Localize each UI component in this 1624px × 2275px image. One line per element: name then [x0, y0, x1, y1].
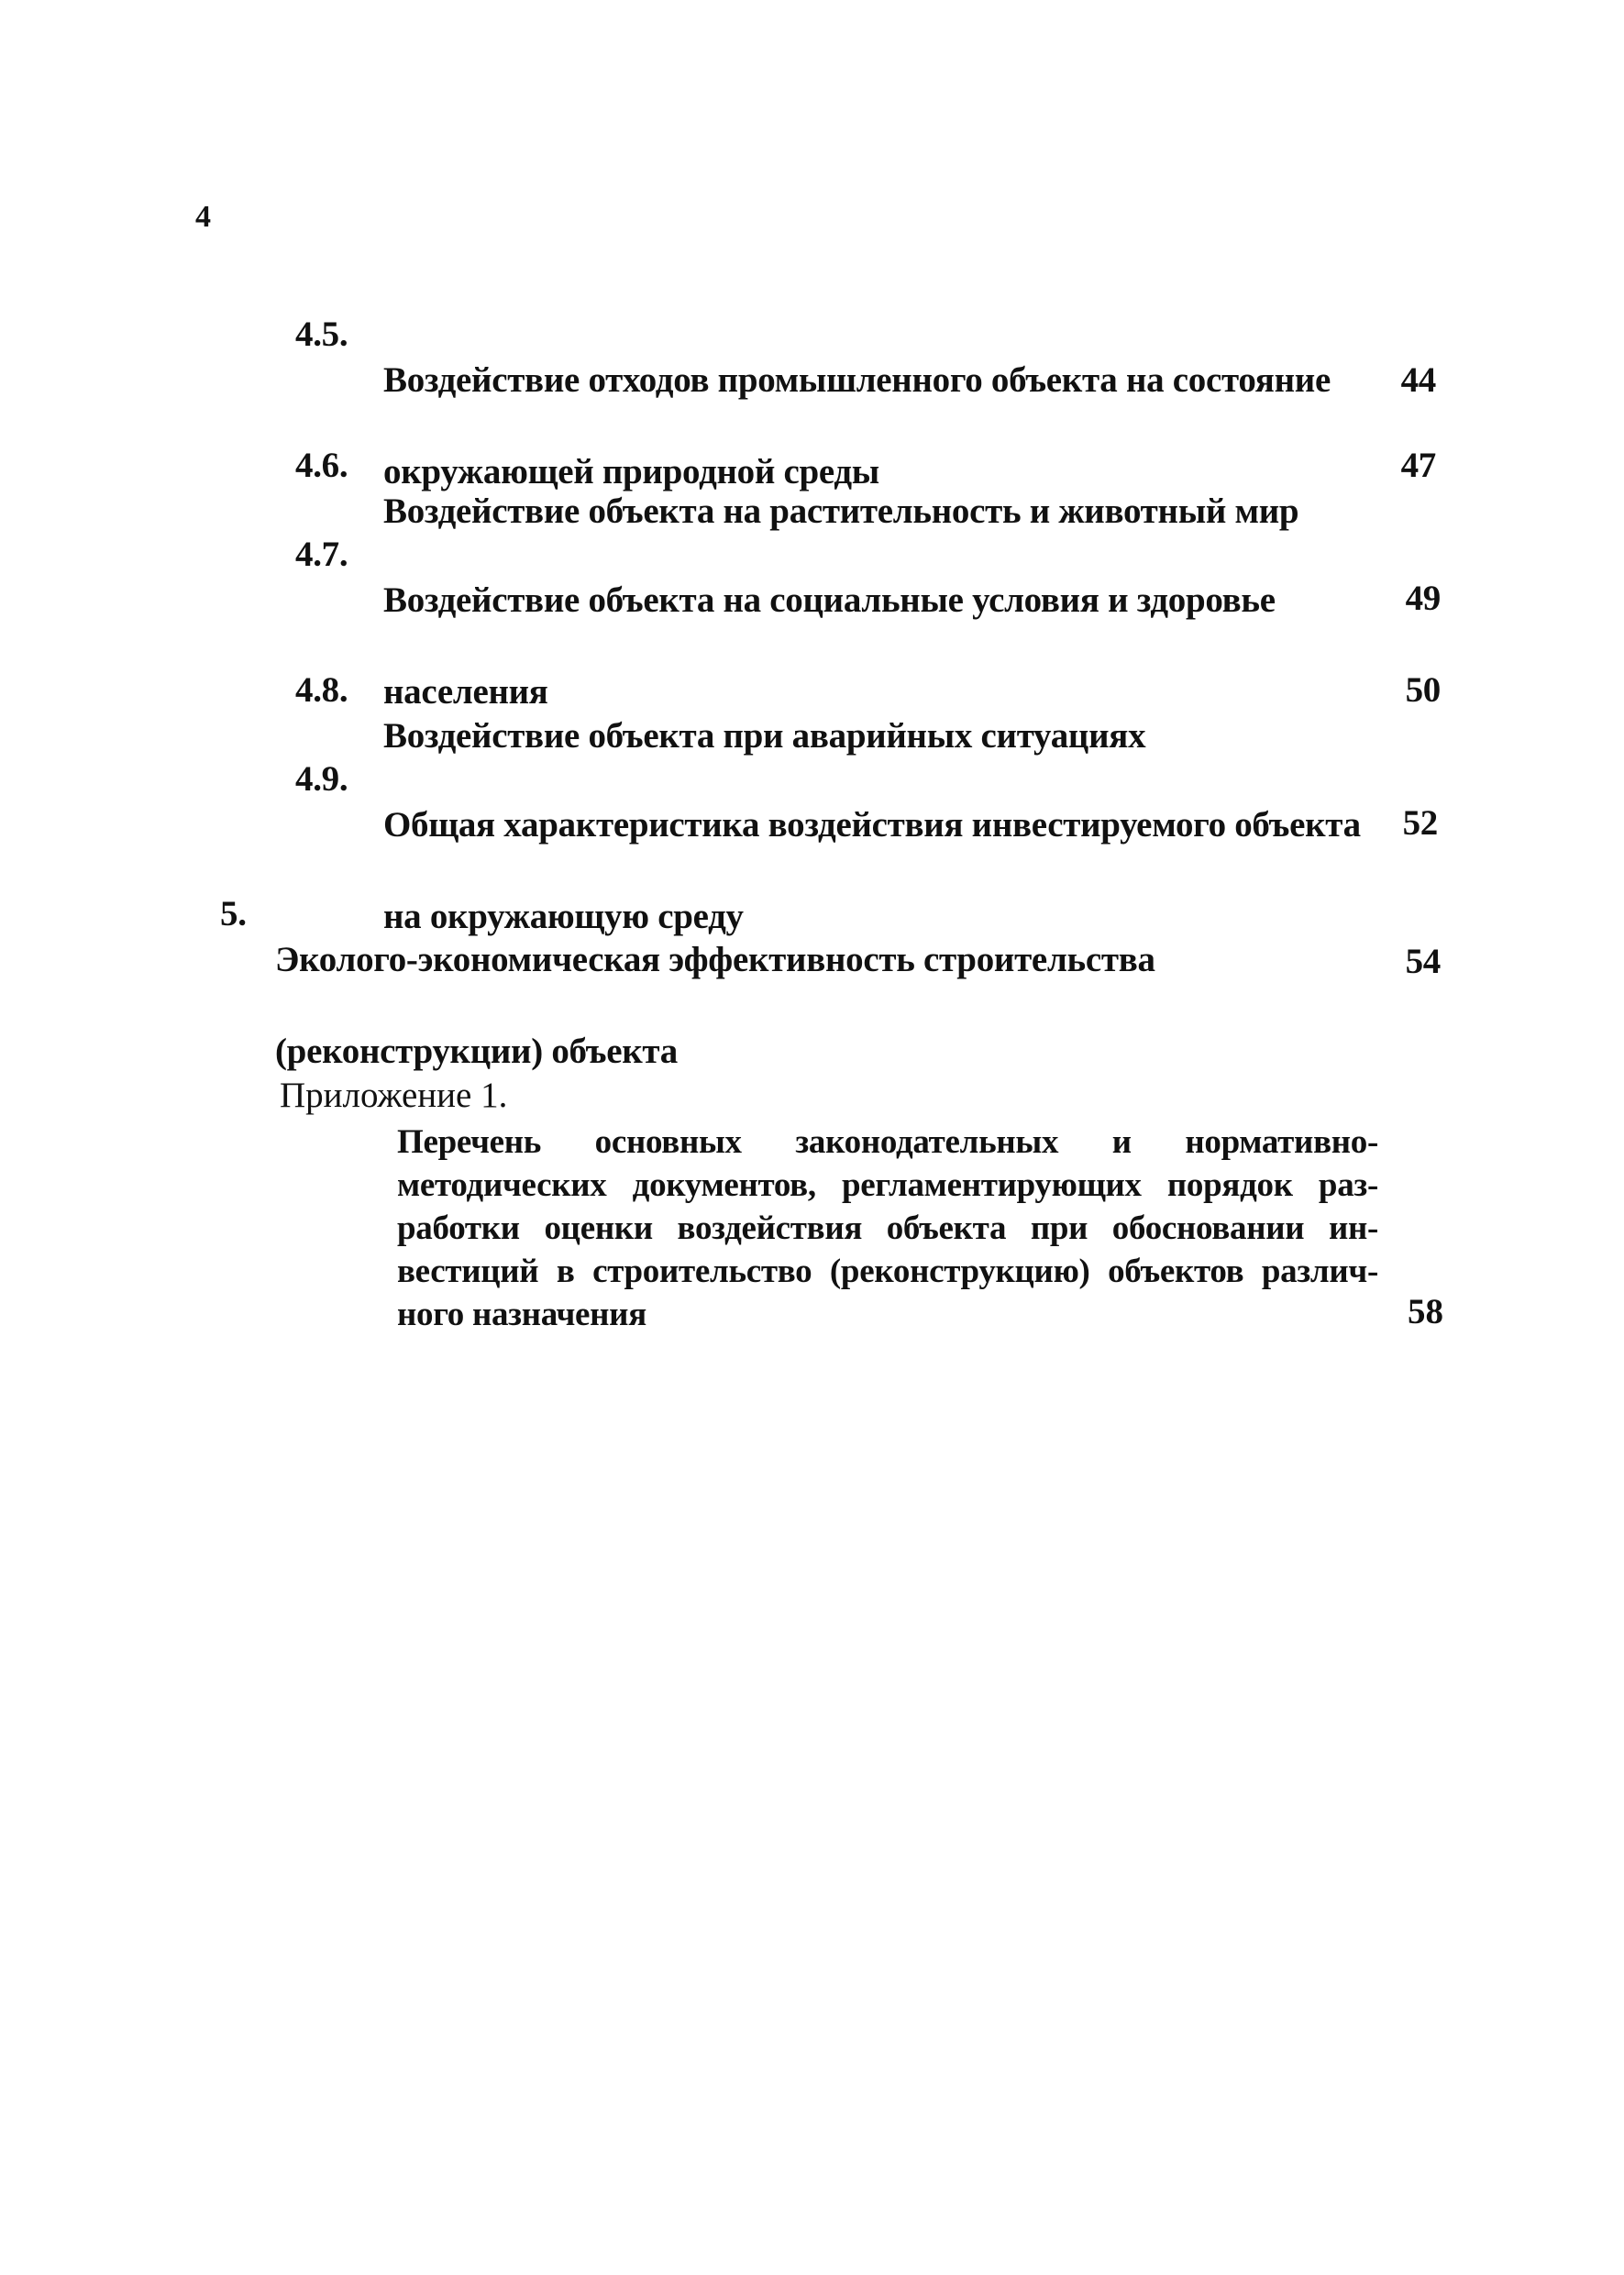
toc-entry-title: Эколого-экономическая эффективность строительства (реконструкции) объекта: [275, 940, 1155, 1071]
toc-entry-page: 54: [1405, 942, 1441, 981]
toc-entry-page: 50: [1405, 670, 1441, 710]
appendix-description: Перечень основных законодательных и нормативно- методических документов, регламентирующих порядок раз- работки оценки воздействия объекта при обосновании ин- вестиций в строительство (реконструкцию) объектов различ- ного назначения: [397, 1123, 1378, 1333]
toc-entry-4-6: [0, 443, 1624, 531]
toc-entry-page: 49: [1405, 579, 1441, 618]
toc-entry-4-9: [0, 756, 1624, 936]
toc-entry-page: 52: [1402, 803, 1438, 843]
toc-entry-title: Общая характеристика воздействия инвестируемого объекта на окружающую среду: [383, 805, 1361, 936]
toc-entry-title: Воздействие объекта на социальные условия и здоровье населения: [383, 580, 1276, 712]
toc-entry-title: Воздействие объекта при аварийных ситуациях: [383, 716, 1146, 756]
toc-entry-number: 4.7.: [295, 535, 348, 574]
toc-entry-page: 47: [1400, 446, 1436, 485]
toc-entry-number: 4.6.: [295, 446, 348, 485]
toc-entry-5: [0, 891, 1624, 1071]
toc-entry-title: Воздействие отходов промышленного объекта на состояние окружающей природной среды: [383, 360, 1331, 491]
appendix-page: 58: [1408, 1292, 1443, 1331]
toc-entry-number: 5.: [220, 894, 247, 933]
toc-entry-number: 4.8.: [295, 670, 348, 710]
page-number: 4: [195, 200, 211, 234]
toc-entry-number: 4.9.: [295, 759, 348, 799]
toc-entry-4-8: [0, 668, 1624, 756]
toc-entry-title: Воздействие объекта на растительность и животный мир: [383, 491, 1299, 531]
toc-entry-page: 44: [1400, 360, 1436, 400]
appendix-label: Приложение 1.: [280, 1076, 508, 1115]
toc-entry-number: 4.5.: [295, 315, 348, 354]
